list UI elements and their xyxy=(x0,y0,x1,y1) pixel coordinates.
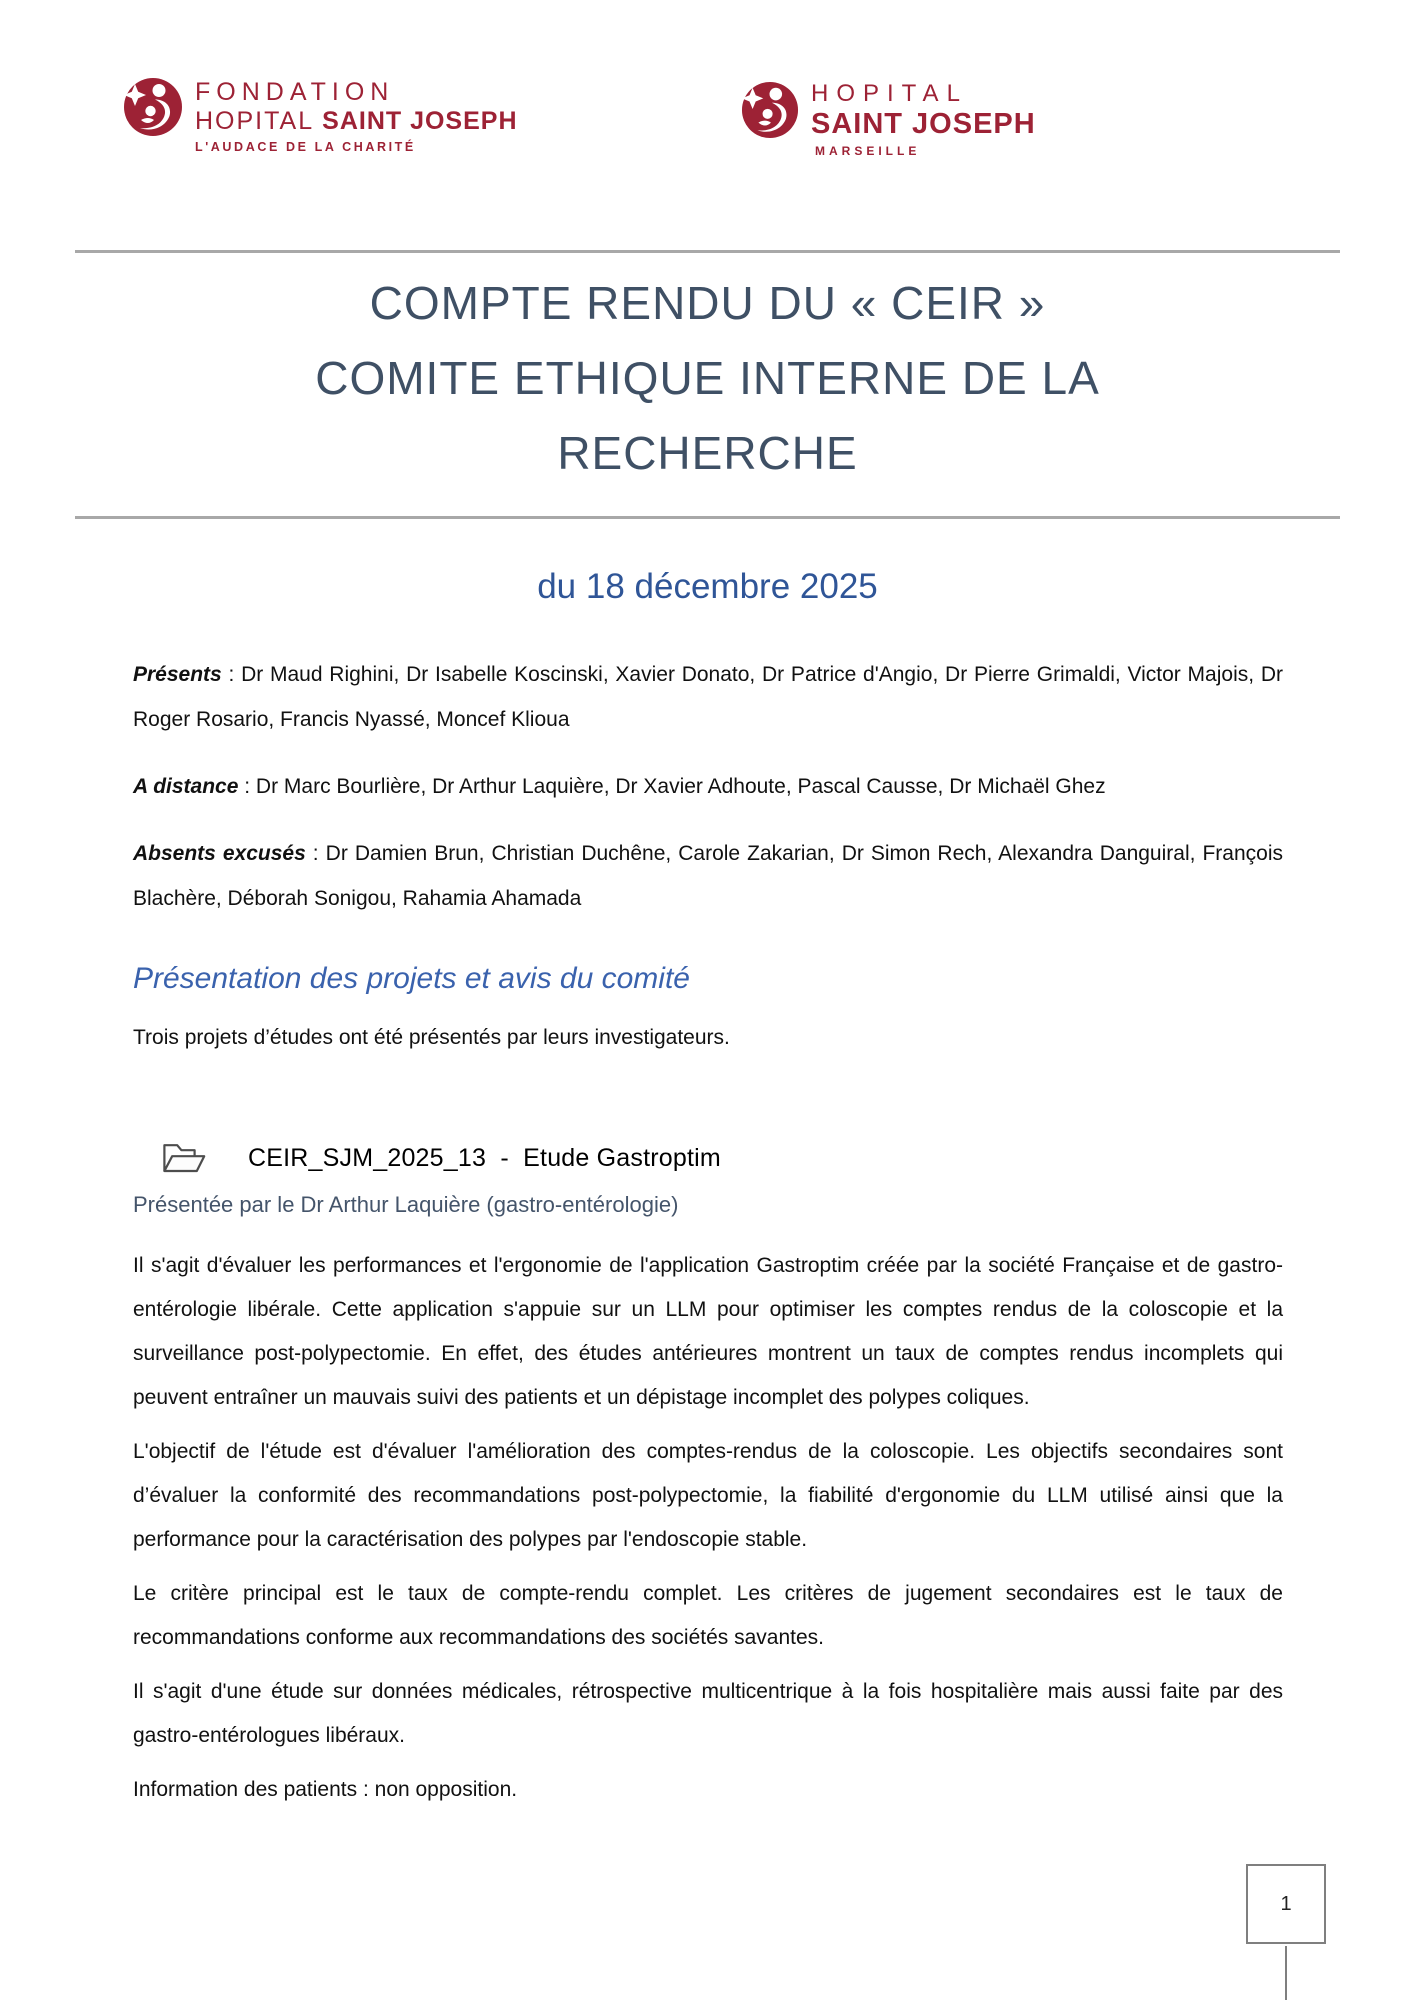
fondation-emblem-icon xyxy=(123,76,183,138)
hopital-logo xyxy=(741,80,1036,157)
project-title: CEIR_SJM_2025_13 - Etude Gastroptim xyxy=(248,1143,721,1172)
project-paragraph: Le critère principal est le taux de compte-rendu complet. Les critères de jugement secondaires est le taux de recommandations conforme aux recommandations des sociétés savantes. xyxy=(133,1582,1283,1649)
attendance-section xyxy=(133,652,1283,943)
project-paragraph: L'objectif de l'étude est d'évaluer l'amélioration des comptes-rendus de la coloscopie. Les objectifs secondaires sont d’évaluer la conformité des recommandations post-polypectomie, la fiabilité d'ergonomie du LLM utilisé ainsi que la performance pour la caractérisation des polypes par l'endoscopie stable. xyxy=(133,1440,1283,1551)
attendance-distance-label: A distance xyxy=(133,775,239,798)
top-divider xyxy=(75,250,1340,253)
project-paragraph: Information des patients : non opposition. xyxy=(133,1778,518,1801)
section-intro: Trois projets d’études ont été présentés par leurs investigateurs. xyxy=(133,1026,730,1049)
page-title-line1: COMPTE RENDU DU « CEIR » xyxy=(369,277,1046,329)
project-presenter: Présentée par le Dr Arthur Laquière (gastro-entérologie) xyxy=(133,1192,679,1217)
page-title xyxy=(0,266,1415,491)
attendance-presents-text: : Dr Maud Righini, Dr Isabelle Koscinski, Xavier Donato, Dr Patrice d'Angio, Dr Pierre Grimaldi, Victor Majois, Dr Roger Rosario, Francis Nyassé, Moncef Klioua xyxy=(133,663,1283,731)
page-number: 1 xyxy=(1280,1892,1292,1915)
hopital-line2: SAINT JOSEPH xyxy=(811,108,1036,140)
fondation-line2-light: HOPITAL xyxy=(195,107,314,135)
hopital-logo-text xyxy=(811,80,1036,157)
hopital-line1: HOPITAL xyxy=(811,80,968,107)
attendance-absents-label: Absents excusés xyxy=(133,842,306,865)
hopital-line3: MARSEILLE xyxy=(815,144,921,158)
project-description xyxy=(133,1244,1283,1822)
attendance-distance-text: : Dr Marc Bourlière, Dr Arthur Laquière, Dr Xavier Adhoute, Pascal Causse, Dr Michaël Ghez xyxy=(238,775,1106,798)
page-title-line2: COMITE ETHIQUE INTERNE DE LA xyxy=(315,352,1100,404)
project-paragraph: Il s'agit d'évaluer les performances et l'ergonomie de l'application Gastroptim créée par la société Française et de gastro-entérologie libérale. Cette application s'appuie sur un LLM pour optimiser les comptes rendus de la coloscopie et la surveillance post-polypectomie. En effet, des études antérieures montrent un taux de comptes rendus incomplets qui peuvent entraîner un mauvais suivi des patients et un dépistage incomplet des polypes coliques. xyxy=(133,1254,1283,1409)
page-number-box xyxy=(1246,1864,1326,1944)
fondation-logo-text xyxy=(195,76,518,154)
open-folder-icon xyxy=(160,1138,210,1178)
project-heading xyxy=(160,1136,1283,1180)
attendance-presents xyxy=(133,652,1283,742)
fondation-line2-bold: SAINT JOSEPH xyxy=(322,107,518,135)
fondation-tagline: L'AUDACE DE LA CHARITÉ xyxy=(195,140,416,154)
attendance-distance xyxy=(133,764,1283,809)
title-bottom-divider xyxy=(75,516,1340,519)
fondation-line2 xyxy=(195,109,518,134)
page-number-stem xyxy=(1285,1946,1287,2000)
section-heading: Présentation des projets et avis du comité xyxy=(133,962,690,995)
fondation-line1: FONDATION xyxy=(195,78,395,106)
attendance-absents-text: : Dr Damien Brun, Christian Duchêne, Carole Zakarian, Dr Simon Rech, Alexandra Danguiral, François Blachère, Déborah Sonigou, Rahamia Ahamada xyxy=(133,842,1283,910)
project-paragraph: Il s'agit d'une étude sur données médicales, rétrospective multicentrique à la fois hospitalière mais aussi faite par des gastro-entérologues libéraux. xyxy=(133,1680,1283,1747)
attendance-absents xyxy=(133,831,1283,921)
meeting-date: du 18 décembre 2025 xyxy=(537,567,878,606)
fondation-logo xyxy=(123,76,518,154)
hopital-emblem-icon xyxy=(741,80,799,140)
page-title-line3: RECHERCHE xyxy=(557,427,858,479)
attendance-presents-label: Présents xyxy=(133,663,222,686)
